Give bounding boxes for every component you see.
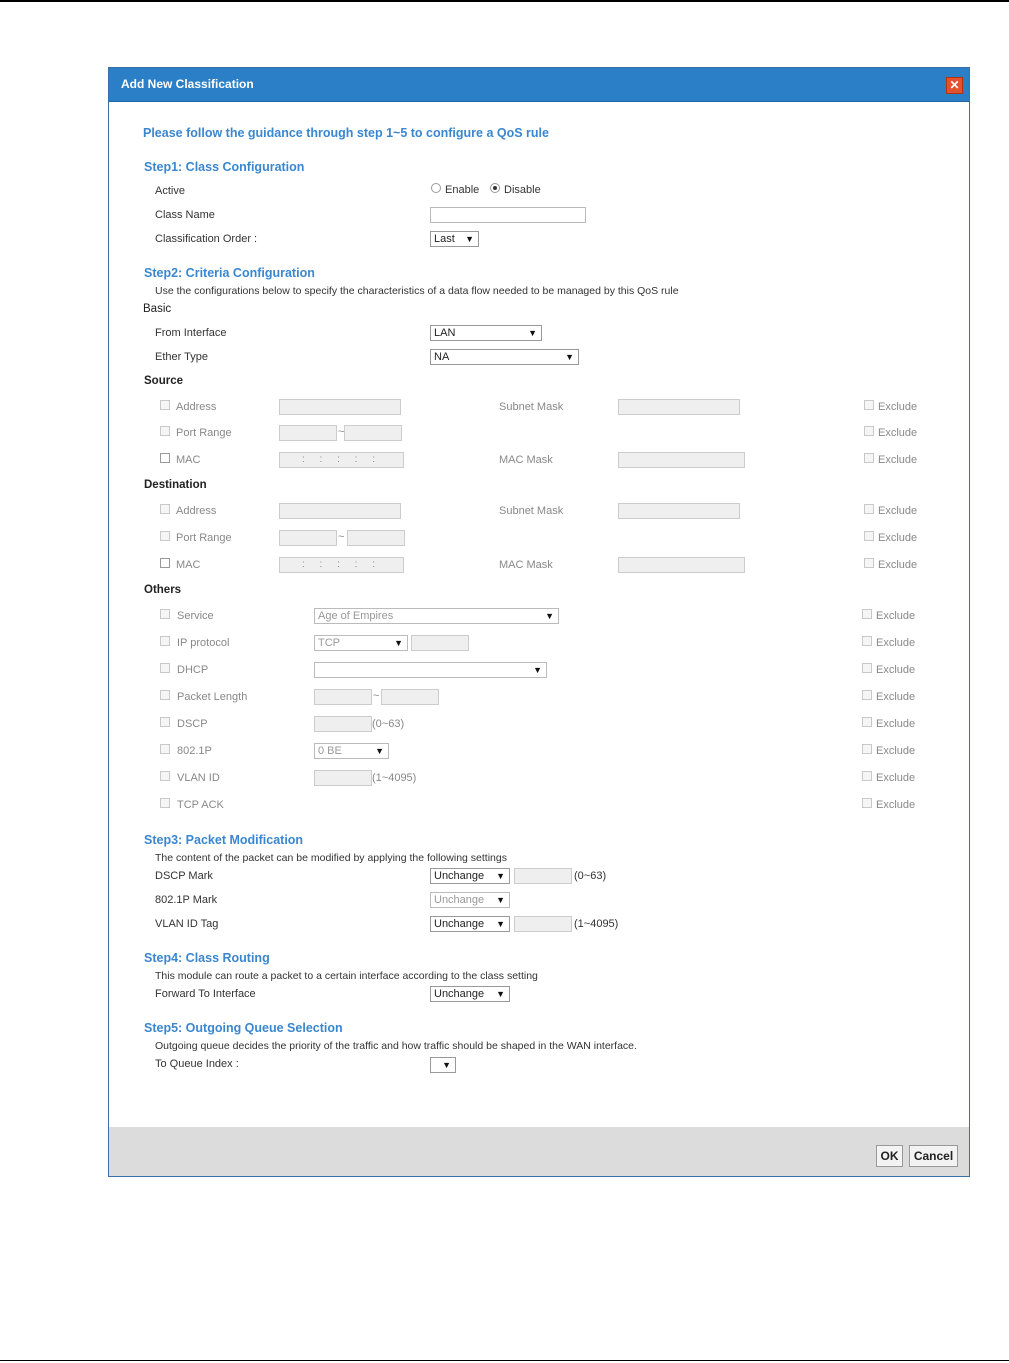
classification-order-value: Last <box>434 233 455 245</box>
p8021-mark-label: 802.1P Mark <box>155 894 218 906</box>
ip-protocol-value: TCP <box>318 637 340 649</box>
chevron-down-icon: ▼ <box>496 919 505 929</box>
chevron-down-icon: ▼ <box>394 638 403 648</box>
dest-address-exclude-label: Exclude <box>878 505 918 517</box>
classification-order-select[interactable] <box>430 231 479 247</box>
dhcp-exclude-checkbox[interactable] <box>862 663 872 673</box>
ether-type-label: Ether Type <box>155 351 208 363</box>
class-name-input[interactable] <box>430 207 586 223</box>
ip-protocol-number-input[interactable] <box>411 635 469 651</box>
dhcp-checkbox[interactable] <box>160 663 170 673</box>
p8021-checkbox[interactable] <box>160 744 170 754</box>
chevron-down-icon: ▼ <box>545 611 554 621</box>
dhcp-label: DHCP <box>177 664 209 676</box>
p8021-value: 0 BE <box>318 745 342 757</box>
dest-port-end-input[interactable] <box>347 530 405 546</box>
from-interface-value: LAN <box>434 327 456 339</box>
dscp-input[interactable] <box>314 716 372 732</box>
p8021-select[interactable] <box>314 743 389 759</box>
dest-mac-mask-input[interactable] <box>618 557 745 573</box>
dest-port-start-input[interactable] <box>279 530 337 546</box>
destination-heading: Destination <box>144 479 207 491</box>
source-mac-mask-input[interactable] <box>618 452 745 468</box>
dest-mac-exclude-checkbox[interactable] <box>864 558 874 568</box>
ip-protocol-exclude-checkbox[interactable] <box>862 636 872 646</box>
page-bottom-rule <box>0 1360 1009 1361</box>
source-subnet-mask-input[interactable] <box>618 399 740 415</box>
dscp-mark-select[interactable] <box>430 868 510 884</box>
packet-length-separator: ~ <box>373 690 380 702</box>
vlan-id-input[interactable] <box>314 770 372 786</box>
service-exclude-checkbox[interactable] <box>862 609 872 619</box>
packet-length-exclude-checkbox[interactable] <box>862 690 872 700</box>
tcp-ack-exclude-checkbox[interactable] <box>862 798 872 808</box>
chevron-down-icon: ▼ <box>496 989 505 999</box>
queue-index-label: To Queue Index : <box>155 1058 239 1070</box>
step4-heading: Step4: Class Routing <box>144 951 270 965</box>
from-interface-select[interactable] <box>430 325 542 341</box>
chevron-down-icon: ▼ <box>528 328 537 338</box>
step4-description: This module can route a packet to a certain interface according to the class setting <box>155 970 538 982</box>
dscp-mark-hint: (0~63) <box>574 870 607 882</box>
dscp-exclude-label: Exclude <box>876 718 916 730</box>
step5-description: Outgoing queue decides the priority of the traffic and how traffic should be shaped in the WAN interface. <box>155 1040 637 1052</box>
source-address-exclude-checkbox[interactable] <box>864 400 874 410</box>
dest-address-checkbox[interactable] <box>160 504 170 514</box>
dest-port-range-checkbox[interactable] <box>160 531 170 541</box>
dest-subnet-mask-label: Subnet Mask <box>499 505 564 517</box>
packet-length-max-input[interactable] <box>381 689 439 705</box>
forward-interface-label: Forward To Interface <box>155 988 256 1000</box>
source-mac-input[interactable]: : : : : : <box>279 452 404 468</box>
vlan-id-exclude-label: Exclude <box>876 772 916 784</box>
source-mac-checkbox[interactable] <box>160 453 170 463</box>
ok-button[interactable]: OK <box>876 1145 903 1167</box>
forward-interface-value: Unchange <box>434 988 485 1000</box>
dialog-title: Add New Classification <box>121 77 254 91</box>
vlan-id-hint: (1~4095) <box>372 772 417 784</box>
from-interface-label: From Interface <box>155 327 227 339</box>
dest-mac-checkbox[interactable] <box>160 558 170 568</box>
dhcp-exclude-label: Exclude <box>876 664 916 676</box>
enable-label: Enable <box>445 184 480 196</box>
ether-type-value: NA <box>434 351 450 363</box>
dscp-mark-input[interactable] <box>514 868 572 884</box>
vlan-tag-value: Unchange <box>434 918 485 930</box>
ip-protocol-checkbox[interactable] <box>160 636 170 646</box>
dest-address-label: Address <box>176 505 217 517</box>
source-port-exclude-label: Exclude <box>878 427 918 439</box>
vlan-tag-input[interactable] <box>514 916 572 932</box>
vlan-tag-hint: (1~4095) <box>574 918 619 930</box>
disable-label: Disable <box>504 184 541 196</box>
enable-radio[interactable] <box>431 183 441 193</box>
dscp-checkbox[interactable] <box>160 717 170 727</box>
step2-heading: Step2: Criteria Configuration <box>144 266 315 280</box>
dest-mac-label: MAC <box>176 559 201 571</box>
packet-length-min-input[interactable] <box>314 689 372 705</box>
chevron-down-icon: ▼ <box>465 234 474 244</box>
dest-port-separator: ~ <box>338 531 345 543</box>
step3-heading: Step3: Packet Modification <box>144 833 304 847</box>
service-label: Service <box>177 610 214 622</box>
source-mac-exclude-checkbox[interactable] <box>864 453 874 463</box>
vlan-tag-label: VLAN ID Tag <box>155 918 219 930</box>
source-mac-mask-label: MAC Mask <box>499 454 553 466</box>
vlan-tag-select[interactable] <box>430 916 510 932</box>
step1-heading: Step1: Class Configuration <box>144 160 305 174</box>
source-heading: Source <box>144 375 183 387</box>
source-address-checkbox[interactable] <box>160 400 170 410</box>
chevron-down-icon: ▼ <box>565 352 574 362</box>
dest-subnet-mask-input[interactable] <box>618 503 740 519</box>
chevron-down-icon: ▼ <box>496 871 505 881</box>
disable-radio[interactable] <box>490 183 500 193</box>
intro-text: Please follow the guidance through step 1~5 to configure a QoS rule <box>143 126 549 140</box>
vlan-id-exclude-checkbox[interactable] <box>862 771 872 781</box>
others-heading: Others <box>144 584 182 596</box>
source-port-end-input[interactable] <box>344 425 402 441</box>
source-port-start-input[interactable] <box>279 425 337 441</box>
dest-address-exclude-checkbox[interactable] <box>864 504 874 514</box>
dscp-hint: (0~63) <box>372 718 405 730</box>
vlan-id-checkbox[interactable] <box>160 771 170 781</box>
dest-mac-input[interactable]: : : : : : <box>279 557 404 573</box>
dialog-titlebar <box>109 68 969 102</box>
source-port-exclude-checkbox[interactable] <box>864 426 874 436</box>
add-classification-dialog <box>108 67 970 1177</box>
source-address-input[interactable] <box>279 399 401 415</box>
source-address-label: Address <box>176 401 217 413</box>
chevron-down-icon: ▼ <box>375 746 384 756</box>
ip-protocol-select[interactable] <box>314 635 408 651</box>
dest-address-input[interactable] <box>279 503 401 519</box>
tcp-ack-exclude-label: Exclude <box>876 799 916 811</box>
source-mac-label: MAC <box>176 454 201 466</box>
class-name-label: Class Name <box>155 209 215 221</box>
service-checkbox[interactable] <box>160 609 170 619</box>
queue-index-select[interactable] <box>430 1057 456 1073</box>
source-port-range-checkbox[interactable] <box>160 426 170 436</box>
p8021-mark-value: Unchange <box>434 894 485 906</box>
ip-protocol-label: IP protocol <box>177 637 230 649</box>
step2-description: Use the configurations below to specify the characteristics of a data flow needed to be managed by this QoS rule <box>155 285 679 297</box>
p8021-label: 802.1P <box>177 745 212 757</box>
p8021-exclude-label: Exclude <box>876 745 916 757</box>
packet-length-exclude-label: Exclude <box>876 691 916 703</box>
chevron-down-icon: ▼ <box>533 665 542 675</box>
dscp-exclude-checkbox[interactable] <box>862 717 872 727</box>
source-mac-exclude-label: Exclude <box>878 454 918 466</box>
classification-order-label: Classification Order : <box>155 233 258 245</box>
step5-heading: Step5: Outgoing Queue Selection <box>144 1021 343 1035</box>
forward-interface-select[interactable] <box>430 986 510 1002</box>
cancel-button[interactable]: Cancel <box>909 1145 958 1167</box>
dest-mac-mask-label: MAC Mask <box>499 559 553 571</box>
packet-length-checkbox[interactable] <box>160 690 170 700</box>
dhcp-select[interactable] <box>314 662 547 678</box>
dest-mac-exclude-label: Exclude <box>878 559 918 571</box>
dialog-footer <box>109 1127 969 1176</box>
source-port-separator: ~ <box>338 426 345 438</box>
service-exclude-label: Exclude <box>876 610 916 622</box>
ip-protocol-exclude-label: Exclude <box>876 637 916 649</box>
service-value: Age of Empires <box>318 610 394 622</box>
dest-port-range-label: Port Range <box>176 532 232 544</box>
active-label: Active <box>155 185 185 197</box>
vlan-id-label: VLAN ID <box>177 772 220 784</box>
tcp-ack-checkbox[interactable] <box>160 798 170 808</box>
source-address-exclude-label: Exclude <box>878 401 918 413</box>
chevron-down-icon: ▼ <box>442 1060 451 1070</box>
dscp-mark-label: DSCP Mark <box>155 870 213 882</box>
dscp-label: DSCP <box>177 718 208 730</box>
dest-port-exclude-checkbox[interactable] <box>864 531 874 541</box>
dest-port-exclude-label: Exclude <box>878 532 918 544</box>
step3-description: The content of the packet can be modified by applying the following settings <box>155 852 507 864</box>
p8021-mark-select[interactable] <box>430 892 510 908</box>
packet-length-label: Packet Length <box>177 691 248 703</box>
basic-heading: Basic <box>143 303 172 315</box>
source-port-range-label: Port Range <box>176 427 232 439</box>
page-top-rule <box>0 0 1009 2</box>
close-icon[interactable]: ✕ <box>946 77 963 94</box>
chevron-down-icon: ▼ <box>496 895 505 905</box>
source-subnet-mask-label: Subnet Mask <box>499 401 564 413</box>
tcp-ack-label: TCP ACK <box>177 799 224 811</box>
dscp-mark-value: Unchange <box>434 870 485 882</box>
p8021-exclude-checkbox[interactable] <box>862 744 872 754</box>
service-select[interactable] <box>314 608 559 624</box>
ether-type-select[interactable] <box>430 349 579 365</box>
